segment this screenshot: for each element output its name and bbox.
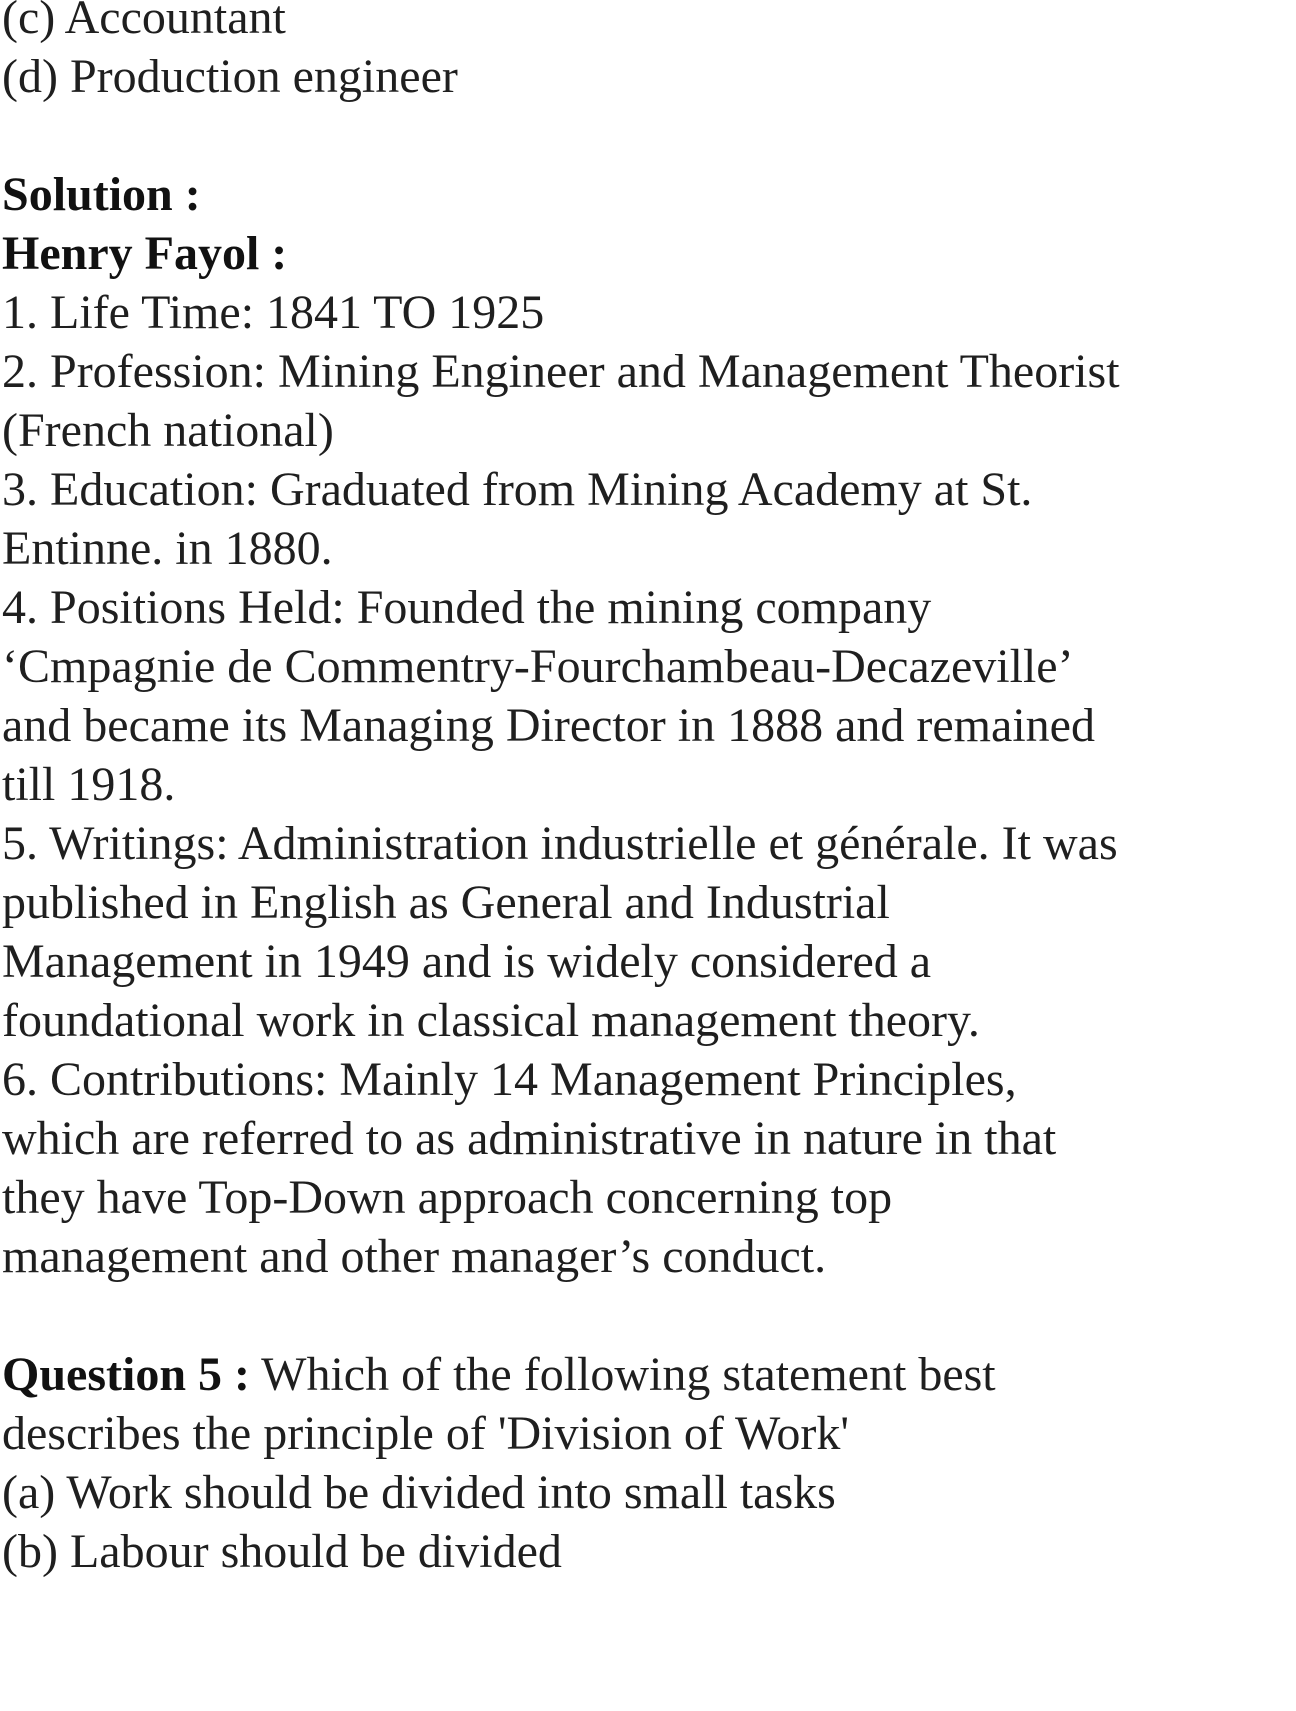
- question-5: [2, 1345, 1292, 1404]
- solution-line: 6. Contributions: Mainly 14 Management Principles,: [2, 1053, 1017, 1106]
- solution-line: 4. Positions Held: Founded the mining company: [2, 581, 932, 634]
- paragraph-gap: [2, 106, 1292, 165]
- question-5-text-continued: describes the principle of 'Division of Work': [2, 1407, 850, 1460]
- solution-line: foundational work in classical management theory.: [2, 994, 980, 1047]
- question-5-label: Question 5 :: [2, 1348, 251, 1401]
- question-5-option-a: (a) Work should be divided into small tasks: [2, 1466, 836, 1519]
- solution-line: till 1918.: [2, 758, 176, 811]
- solution-line: 5. Writings: Administration industrielle et générale. It was: [2, 817, 1118, 870]
- solution-line: (French national): [2, 404, 334, 457]
- solution-line: ‘Cmpagnie de Commentry-Fourchambeau-Decazeville’: [2, 640, 1074, 693]
- solution-line: 1. Life Time: 1841 TO 1925: [2, 286, 545, 339]
- solution-line: Management in 1949 and is widely considered a: [2, 935, 932, 988]
- solution-line: which are referred to as administrative in nature in that: [2, 1112, 1057, 1165]
- solution-line: published in English as General and Industrial: [2, 876, 890, 929]
- solution-line: management and other manager’s conduct.: [2, 1230, 827, 1283]
- subject-heading: Henry Fayol :: [2, 227, 288, 280]
- paragraph-gap: [2, 1286, 1292, 1345]
- solution-line: they have Top-Down approach concerning top: [2, 1171, 893, 1224]
- option-c: (c) Accountant: [2, 0, 286, 44]
- option-d: (d) Production engineer: [2, 50, 458, 103]
- solution-line: and became its Managing Director in 1888 and remained: [2, 699, 1095, 752]
- solution-line: Entinne. in 1880.: [2, 522, 333, 575]
- solution-heading: Solution :: [2, 168, 201, 221]
- question-5-option-b: (b) Labour should be divided: [2, 1525, 562, 1578]
- question-5-text: Which of the following statement best: [250, 1348, 996, 1401]
- solution-line: 2. Profession: Mining Engineer and Management Theorist: [2, 345, 1120, 398]
- solution-line: 3. Education: Graduated from Mining Academy at St.: [2, 463, 1033, 516]
- document-page: [2, 0, 1292, 1581]
